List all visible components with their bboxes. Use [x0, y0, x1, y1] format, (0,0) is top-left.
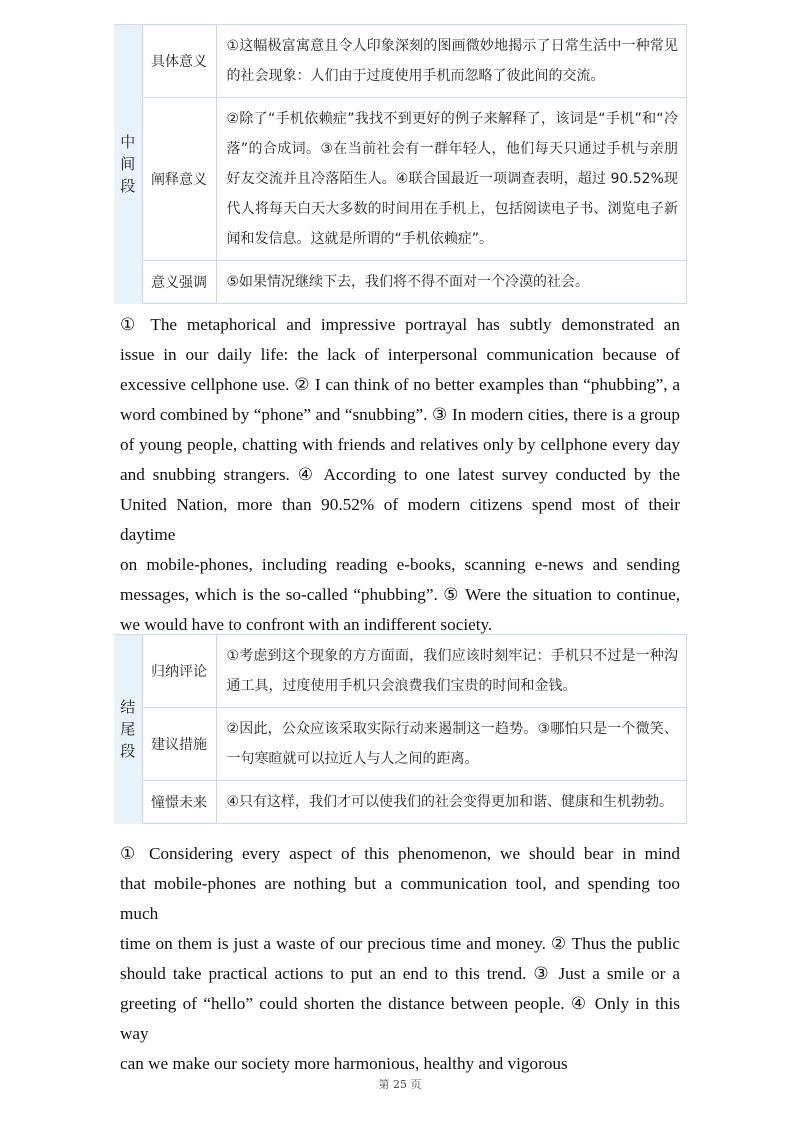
- row-label: 归纳评论: [142, 635, 216, 708]
- middle-paragraph: [120, 310, 680, 640]
- section-char: 段: [120, 742, 136, 761]
- text-line: of young people, chatting with friends and relatives only by cellphone every day: [120, 435, 680, 454]
- middle-section-table: [114, 24, 687, 304]
- section-char: 段: [120, 177, 136, 196]
- text-line: word combined by “phone” and “snubbing”. ③ In modern cities, there is a group: [120, 405, 680, 424]
- section-label: [114, 25, 142, 304]
- table-row: [114, 781, 687, 824]
- page-number: 第 25 页: [378, 1078, 422, 1091]
- text-line: United Nation, more than 90.52% of modern citizens spend most of their daytime: [120, 495, 680, 544]
- table-row: [114, 98, 687, 261]
- text-line: and snubbing strangers. ④ According to one latest survey conducted by the: [120, 465, 680, 484]
- text-line: issue in our daily life: the lack of interpersonal communication because of: [120, 345, 680, 364]
- section-char: 结: [120, 698, 136, 717]
- row-content: ①考虑到这个现象的方方面面，我们应该时刻牢记：手机只不过是一种沟通工具，过度使用手机只会浪费我们宝贵的时间和金钱。: [216, 635, 687, 708]
- text-line: messages, which is the so-called “phubbing”. ⑤ Were the situation to continue,: [120, 585, 680, 604]
- text-line: ① The metaphorical and impressive portrayal has subtly demonstrated an: [120, 315, 680, 334]
- row-label: 憧憬未来: [142, 781, 216, 824]
- table-row: [114, 708, 687, 781]
- text-line: on mobile-phones, including reading e-books, scanning e-news and sending: [120, 555, 680, 574]
- section-label: [114, 635, 142, 824]
- row-label: 意义强调: [142, 261, 216, 304]
- row-label: 阐释意义: [142, 98, 216, 261]
- text-line: time on them is just a waste of our precious time and money. ② Thus the public: [120, 934, 680, 953]
- table-row: [114, 25, 687, 98]
- text-line: ① Considering every aspect of this phenomenon, we should bear in mind: [120, 844, 680, 863]
- section-char: 中: [120, 133, 136, 152]
- text-line: that mobile-phones are nothing but a communication tool, and spending too much: [120, 874, 680, 923]
- text-line: excessive cellphone use. ② I can think of no better examples than “phubbing”, a: [120, 375, 680, 394]
- table-row: [114, 635, 687, 708]
- row-label: 具体意义: [142, 25, 216, 98]
- text-line: should take practical actions to put an end to this trend. ③ Just a smile or a: [120, 964, 680, 983]
- section-char: 间: [120, 155, 136, 174]
- row-content: ⑤如果情况继续下去，我们将不得不面对一个冷漠的社会。: [216, 261, 687, 304]
- row-content: ②因此，公众应该采取实际行动来遏制这一趋势。③哪怕只是一个微笑、一句寒暄就可以拉近人与人之间的距离。: [216, 708, 687, 781]
- row-content: ②除了“手机依赖症”我找不到更好的例子来解释了，该词是“手机”和“冷落”的合成词。③在当前社会有一群年轻人，他们每天只通过手机与亲朋好友交流并且冷落陌生人。④联合国最近一项调查表明，超过 90.52%现代人将每天白天大多数的时间用在手机上，包括阅读电子书、浏览电子新闻和发信息。这就是所谓的“手机依赖症”。: [216, 98, 687, 261]
- row-content: ④只有这样，我们才可以使我们的社会变得更加和谐、健康和生机勃勃。: [216, 781, 687, 824]
- ending-section-table: [114, 634, 687, 824]
- ending-paragraph: [120, 839, 680, 1079]
- table-row: [114, 261, 687, 304]
- row-label: 建议措施: [142, 708, 216, 781]
- text-line: greeting of “hello” could shorten the distance between people. ④ Only in this way: [120, 994, 680, 1043]
- row-content: ①这幅极富寓意且令人印象深刻的图画微妙地揭示了日常生活中一种常见的社会现象：人们由于过度使用手机而忽略了彼此间的交流。: [216, 25, 687, 98]
- text-line: we would have to confront with an indifferent society.: [120, 615, 493, 634]
- text-line: can we make our society more harmonious, healthy and vigorous: [120, 1054, 568, 1073]
- section-char: 尾: [120, 720, 136, 739]
